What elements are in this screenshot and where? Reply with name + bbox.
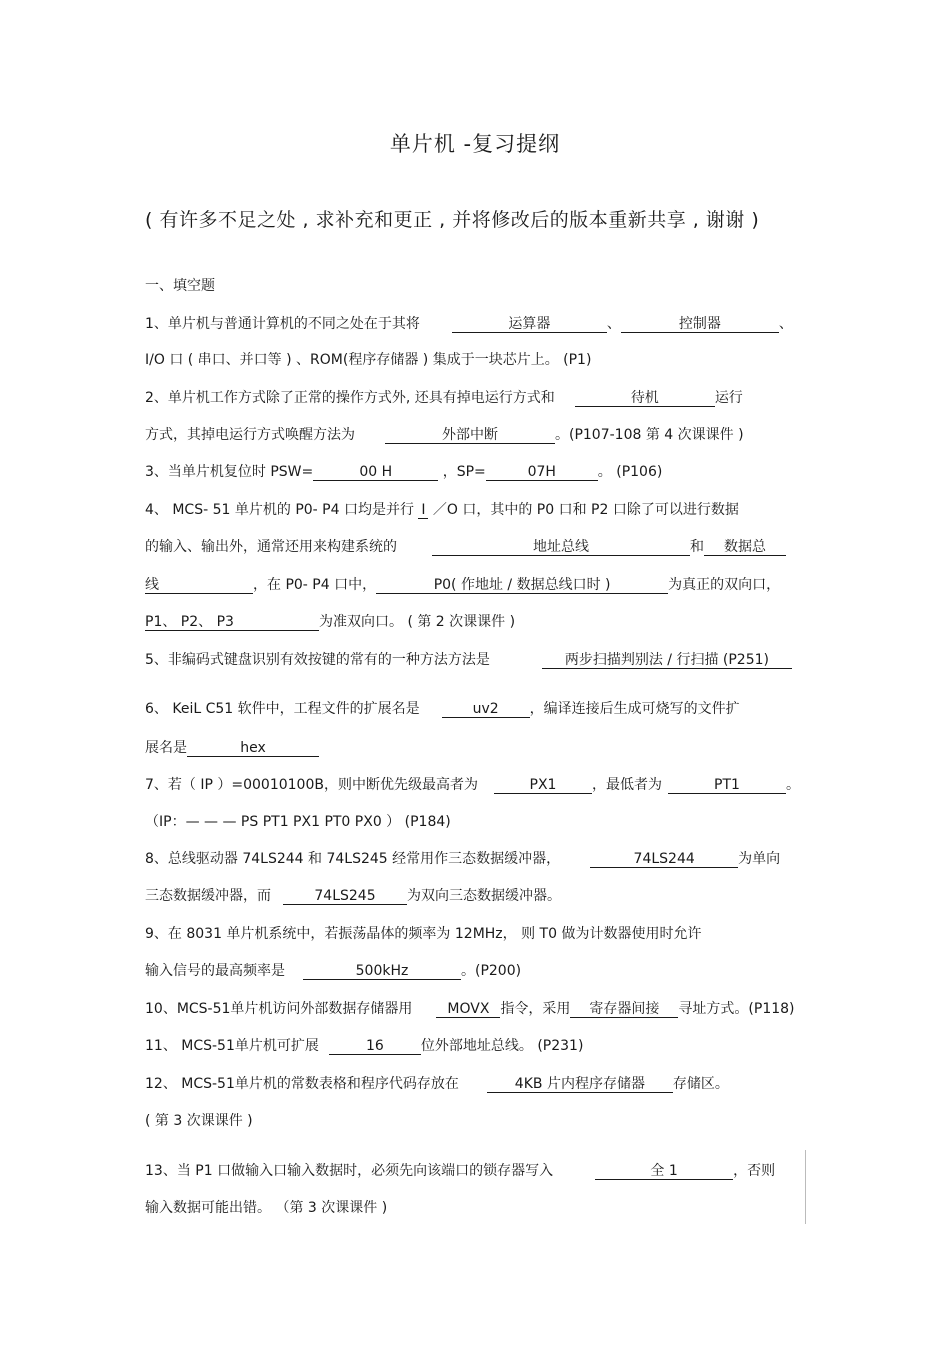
question-12-line-1: 12、 MCS-51单片机的常数表格和程序代码存放在 4KB 片内程序存储器 存储区。	[145, 1076, 729, 1092]
question-2-line-2: 方式，其掉电运行方式唤醒方法为 外部中断 。(P107-108 第 4 次课课件 )	[145, 427, 744, 443]
blank-answer: 16	[329, 1038, 421, 1055]
blank-answer: 07H	[486, 464, 598, 481]
question-7-line-1: 7、若（ IP ）=00010100B，则中断优先级最高者为 PX1 ，最低者为 PT1 。	[145, 777, 800, 793]
blank-answer: 待机	[575, 390, 715, 407]
blank-answer: 全 1	[595, 1163, 733, 1180]
question-9-line-1: 9、在 8031 单片机系统中，若振荡晶体的频率为 12MHz， 则 T0 做为计数器使用时允许	[145, 926, 702, 942]
question-6-line-2: 展名是 hex	[145, 739, 319, 757]
blank-answer: PX1	[494, 777, 592, 794]
question-2-line-1: 2、单片机工作方式除了正常的操作方式外, 还具有掉电运行方式和 待机 运行	[145, 390, 743, 406]
blank-answer: 00 H	[313, 464, 438, 481]
question-4-line-1: 4、 MCS- 51 单片机的 P0- P4 口均是并行 I ／O 口，其中的 P0 口和 P2 口除了可以进行数据	[145, 502, 739, 518]
blank-answer: 74LS245	[283, 888, 407, 905]
blank-answer: I	[418, 502, 428, 519]
page-subtitle: ( 有许多不足之处 , 求补充和更正 , 并将修改后的版本重新共享 , 谢谢 )	[145, 209, 760, 231]
blank-answer: P0( 作地址 / 数据总线口时 )	[376, 577, 668, 594]
blank-answer: hex	[187, 740, 319, 757]
question-6-line-1: 6、 KeiL C51 软件中，工程文件的扩展名是 uv2 ，编译连接后生成可烧写的文件扩	[145, 701, 740, 717]
blank-answer: uv2	[442, 701, 530, 718]
blank-answer: 控制器	[621, 316, 779, 333]
page-title: 单片机 -复习提纲	[389, 132, 561, 156]
blank-answer: 500kHz	[303, 963, 461, 980]
blank-answer: 4KB 片内程序存储器	[487, 1076, 673, 1093]
question-4-line-3: 线 ，在 P0- P4 口中， P0( 作地址 / 数据总线口时 ) 为真正的双向口，	[145, 577, 781, 593]
blank-answer: 数据总	[704, 539, 786, 556]
question-5: 5、非编码式键盘识别有效按键的常有的一种方法方法是 两步扫描判别法 / 行扫描 (P251)	[145, 651, 792, 669]
question-9-line-2: 输入信号的最高频率是 500kHz 。(P200)	[145, 963, 522, 979]
question-13-line-2: 输入数据可能出错。 （第 3 次课课件 )	[145, 1200, 388, 1216]
blank-answer: P1、 P2、 P3	[145, 614, 319, 631]
question-8-line-2: 三态数据缓冲器，而 74LS245 为双向三态数据缓冲器。	[145, 888, 561, 904]
blank-answer: 两步扫描判别法 / 行扫描 (P251)	[542, 652, 792, 669]
question-10: 10、MCS-51单片机访问外部数据存储器用 MOVX 指令，采用 寄存器间接 寻址方式。(P118)	[145, 1001, 795, 1017]
question-7-line-2: （IP：— — — PS PT1 PX1 PT0 PX0 ） (P184)	[145, 814, 451, 830]
question-1-line-1: 1、单片机与普通计算机的不同之处在于其将 运算器 、 控制器 、	[145, 316, 793, 332]
question-4-line-2: 的输入、输出外，通常还用来构建系统的 地址总线 和 数据总	[145, 538, 786, 556]
blank-answer: 运算器	[452, 316, 607, 333]
margin-rule	[805, 1150, 806, 1224]
question-8-line-1: 8、总线驱动器 74LS244 和 74LS245 经常用作三态数据缓冲器， 74LS244 为单向	[145, 851, 781, 867]
blank-answer: 外部中断	[385, 427, 555, 444]
section-heading: 一、填空题	[145, 278, 215, 294]
blank-answer: MOVX	[436, 1001, 500, 1018]
blank-answer: PT1	[668, 777, 786, 794]
blank-answer: 74LS244	[590, 851, 738, 868]
blank-answer: 线	[145, 577, 253, 594]
question-13-line-1: 13、当 P1 口做输入口输入数据时，必须先向该端口的锁存器写入 全 1 ，否则	[145, 1163, 776, 1179]
question-11: 11、 MCS-51单片机可扩展 16 位外部地址总线。 (P231)	[145, 1038, 584, 1054]
question-4-line-4: P1、 P2、 P3 为准双向口。 ( 第 2 次课课件 )	[145, 614, 516, 630]
question-3: 3、当单片机复位时 PSW= 00 H ，SP= 07H 。 (P106)	[145, 464, 663, 480]
blank-answer: 地址总线	[432, 539, 690, 556]
blank-answer: 寄存器间接	[570, 1001, 678, 1018]
question-1-line-2: I/O 口 ( 串口、并口等 ) 、ROM(程序存储器 ) 集成于一块芯片上。 (P1)	[145, 352, 592, 368]
question-12-line-2: ( 第 3 次课课件 )	[145, 1113, 253, 1129]
